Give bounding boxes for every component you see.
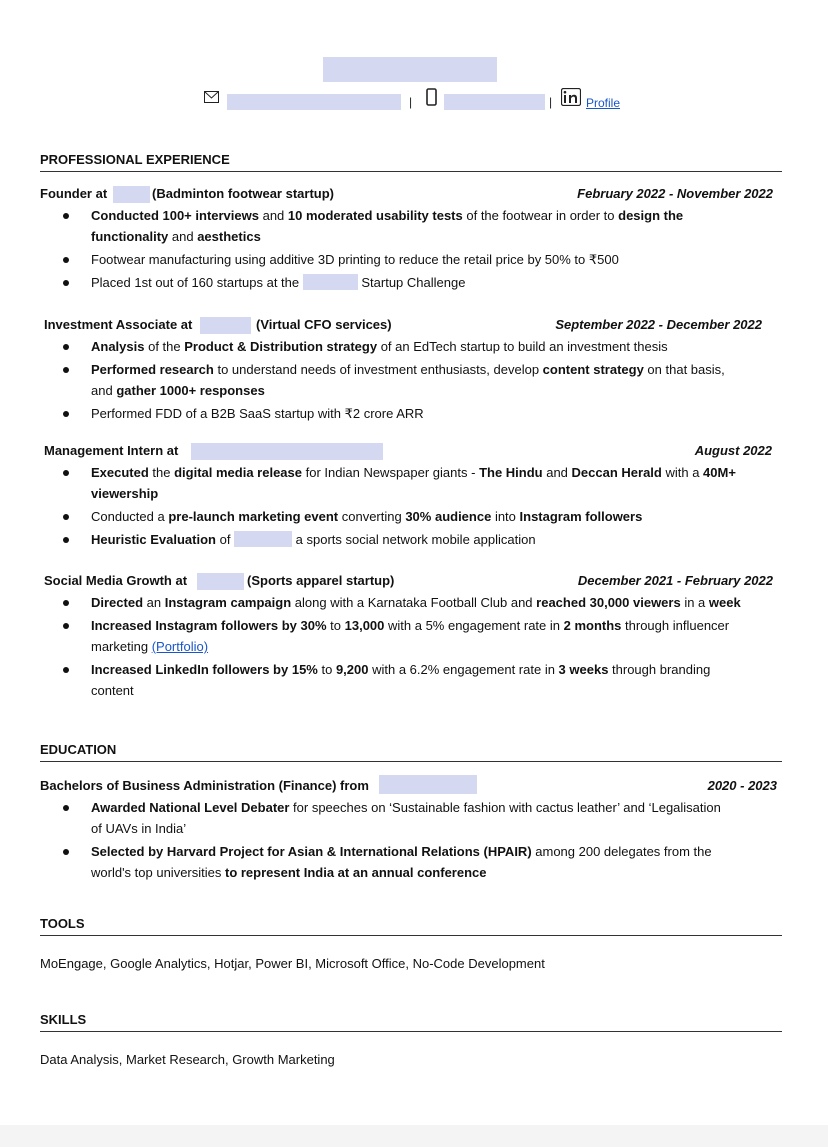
text: and	[168, 229, 198, 244]
text: world's top universities	[91, 865, 225, 880]
mail-icon	[204, 91, 219, 106]
bullet-dot	[63, 367, 69, 373]
experience-divider	[40, 171, 782, 172]
text: marketing	[91, 639, 152, 654]
text: through branding	[608, 662, 711, 677]
phone-icon	[426, 88, 437, 109]
text: in a	[680, 595, 709, 610]
text: of an EdTech startup to build an investment thesis	[377, 339, 668, 354]
bold-text: Instagram followers	[519, 509, 643, 524]
text: along with a Karnataka Football Club and	[291, 595, 537, 610]
text: of	[215, 532, 235, 547]
text: Conducted a	[91, 509, 169, 524]
text: an	[143, 595, 165, 610]
bold-text: The Hindu	[479, 465, 543, 480]
bold-text: reached 30,000 viewers	[536, 595, 681, 610]
bullet-dot	[63, 411, 69, 417]
page-bottom-band	[0, 1125, 828, 1147]
job-title: Social Media Growth at	[44, 573, 188, 588]
text: on that basis,	[643, 362, 725, 377]
text: Startup Challenge	[357, 275, 466, 290]
redacted-inline	[303, 274, 358, 290]
bullet-line	[91, 529, 536, 550]
text: with a 6.2% engagement rate in	[368, 662, 559, 677]
tools-heading: TOOLS	[40, 916, 85, 931]
bullet-line	[91, 636, 208, 657]
bullet-line	[91, 592, 741, 613]
text: with a	[661, 465, 704, 480]
bold-text: gather 1000+ responses	[116, 383, 265, 398]
bold-text: digital media release	[174, 465, 303, 480]
text: a sports social network mobile application	[292, 532, 536, 547]
bullet-line	[91, 841, 712, 862]
bold-text: Analysis	[91, 339, 145, 354]
bold-text: aesthetics	[197, 229, 261, 244]
text: the	[148, 465, 175, 480]
bold-text: 40M+	[703, 465, 736, 480]
text: for Indian Newspaper giants -	[302, 465, 480, 480]
bold-text: 2 months	[563, 618, 622, 633]
text: among 200 delegates from the	[531, 844, 712, 859]
bold-text: Heuristic Evaluation	[91, 532, 216, 547]
job-description: (Badminton footwear startup)	[152, 186, 334, 201]
bullet-line	[91, 797, 721, 818]
bold-text: Product & Distribution strategy	[184, 339, 378, 354]
text: Footwear manufacturing using additive 3D printing to reduce the retail price by 50% to ₹500	[91, 252, 619, 267]
bullet-line	[91, 249, 619, 270]
bullet-line	[91, 336, 668, 357]
text: to	[317, 662, 336, 677]
job-description: (Sports apparel startup)	[247, 573, 395, 588]
job-title: Investment Associate at	[44, 317, 193, 332]
bullet-line	[91, 818, 186, 839]
skills-divider	[40, 1031, 782, 1032]
bold-text: Directed	[91, 595, 144, 610]
bold-text: Executed	[91, 465, 149, 480]
bold-text: week	[708, 595, 741, 610]
bullet-dot	[63, 623, 69, 629]
bold-text: Awarded National Level Debater	[91, 800, 290, 815]
bullet-dot	[63, 667, 69, 673]
email-redacted	[227, 94, 401, 110]
bold-text: Increased LinkedIn followers by 15%	[91, 662, 318, 677]
text: through influencer	[621, 618, 730, 633]
bullet-line	[91, 272, 465, 293]
job-dates: December 2021 - February 2022	[577, 573, 773, 588]
bullet-dot	[63, 344, 69, 350]
job-dates: August 2022	[694, 443, 772, 458]
company-redacted	[197, 573, 244, 590]
phone-redacted	[444, 94, 545, 110]
education-divider	[40, 761, 782, 762]
text: with a 5% engagement rate in	[384, 618, 564, 633]
bold-text: 13,000	[344, 618, 385, 633]
bold-text: 30% audience	[405, 509, 492, 524]
bullet-dot	[63, 213, 69, 219]
bullet-dot	[63, 805, 69, 811]
bold-text: content strategy	[542, 362, 644, 377]
text: Placed 1st out of 160 startups at the	[91, 275, 303, 290]
bold-text: 3 weeks	[558, 662, 609, 677]
education-dates: 2020 - 2023	[707, 778, 777, 793]
bold-text: viewership	[91, 486, 159, 501]
tools-divider	[40, 935, 782, 936]
skills-list: Data Analysis, Market Research, Growth Marketing	[40, 1052, 335, 1067]
bold-text: 9,200	[335, 662, 369, 677]
tools-list: MoEngage, Google Analytics, Hotjar, Power BI, Microsoft Office, No-Code Development	[40, 956, 545, 971]
bullet-line	[91, 205, 683, 226]
header-separator: |	[409, 95, 413, 109]
bullet-dot	[63, 257, 69, 263]
bullet-line	[91, 659, 710, 680]
text: of the footwear in order to	[462, 208, 619, 223]
bold-text: to represent India at an annual conference	[224, 865, 487, 880]
company-redacted	[200, 317, 251, 334]
skills-heading: SKILLS	[40, 1012, 87, 1027]
bold-text: pre-launch marketing event	[168, 509, 339, 524]
text: content	[91, 683, 134, 698]
bold-text: Increased Instagram followers by 30%	[91, 618, 327, 633]
university-redacted	[379, 775, 477, 794]
company-redacted	[113, 186, 150, 203]
bullet-line	[91, 380, 265, 401]
experience-heading: PROFESSIONAL EXPERIENCE	[40, 152, 230, 167]
text: of UAVs in India’	[91, 821, 187, 836]
bullet-dot	[63, 514, 69, 520]
bullet-dot	[63, 849, 69, 855]
name-redacted	[323, 57, 497, 82]
text: and	[91, 383, 117, 398]
text: to	[326, 618, 345, 633]
job-title: Founder at	[40, 186, 108, 201]
bold-text: Performed research	[91, 362, 214, 377]
bullet-dot	[63, 470, 69, 476]
company-redacted	[191, 443, 383, 460]
education-heading: EDUCATION	[40, 742, 117, 757]
bold-text: 10 moderated usability tests	[287, 208, 463, 223]
text: and	[542, 465, 572, 480]
text: converting	[338, 509, 406, 524]
job-dates: February 2022 - November 2022	[577, 186, 773, 201]
bullet-line	[91, 403, 424, 424]
bullet-line	[91, 506, 642, 527]
bold-text: Deccan Herald	[571, 465, 662, 480]
job-description: (Virtual CFO services)	[256, 317, 392, 332]
bullet-line	[91, 462, 736, 483]
text: for speeches on ‘Sustainable fashion with cactus leather’ and ‘Legalisation	[289, 800, 721, 815]
bold-text: Conducted 100+ interviews	[91, 208, 259, 223]
bullet-line	[91, 226, 261, 247]
bold-text: design the	[618, 208, 684, 223]
bullet-line	[91, 615, 729, 636]
job-title: Management Intern at	[44, 443, 179, 458]
linkedin-icon[interactable]	[561, 88, 581, 109]
redacted-inline	[234, 531, 292, 547]
text: Performed FDD of a B2B SaaS startup with ₹2 crore ARR	[91, 406, 424, 421]
portfolio-link[interactable]: (Portfolio)	[151, 639, 209, 654]
job-dates: September 2022 - December 2022	[555, 317, 762, 332]
bold-text: functionality	[91, 229, 169, 244]
bullet-line	[91, 862, 487, 883]
text: into	[491, 509, 520, 524]
bold-text: Selected by Harvard Project for Asian & International Relations (HPAIR)	[91, 844, 532, 859]
bullet-dot	[63, 600, 69, 606]
profile-link[interactable]: Profile	[586, 96, 621, 110]
bullet-dot	[63, 537, 69, 543]
text: of the	[144, 339, 185, 354]
header-separator: |	[549, 95, 553, 109]
bullet-line	[91, 359, 725, 380]
bullet-line	[91, 680, 134, 701]
text: to understand needs of investment enthusiasts, develop	[213, 362, 543, 377]
bold-text: Instagram campaign	[164, 595, 292, 610]
bullet-line	[91, 483, 158, 504]
text: and	[258, 208, 288, 223]
degree-title: Bachelors of Business Administration (Finance) from	[40, 778, 369, 793]
bullet-dot	[63, 280, 69, 286]
